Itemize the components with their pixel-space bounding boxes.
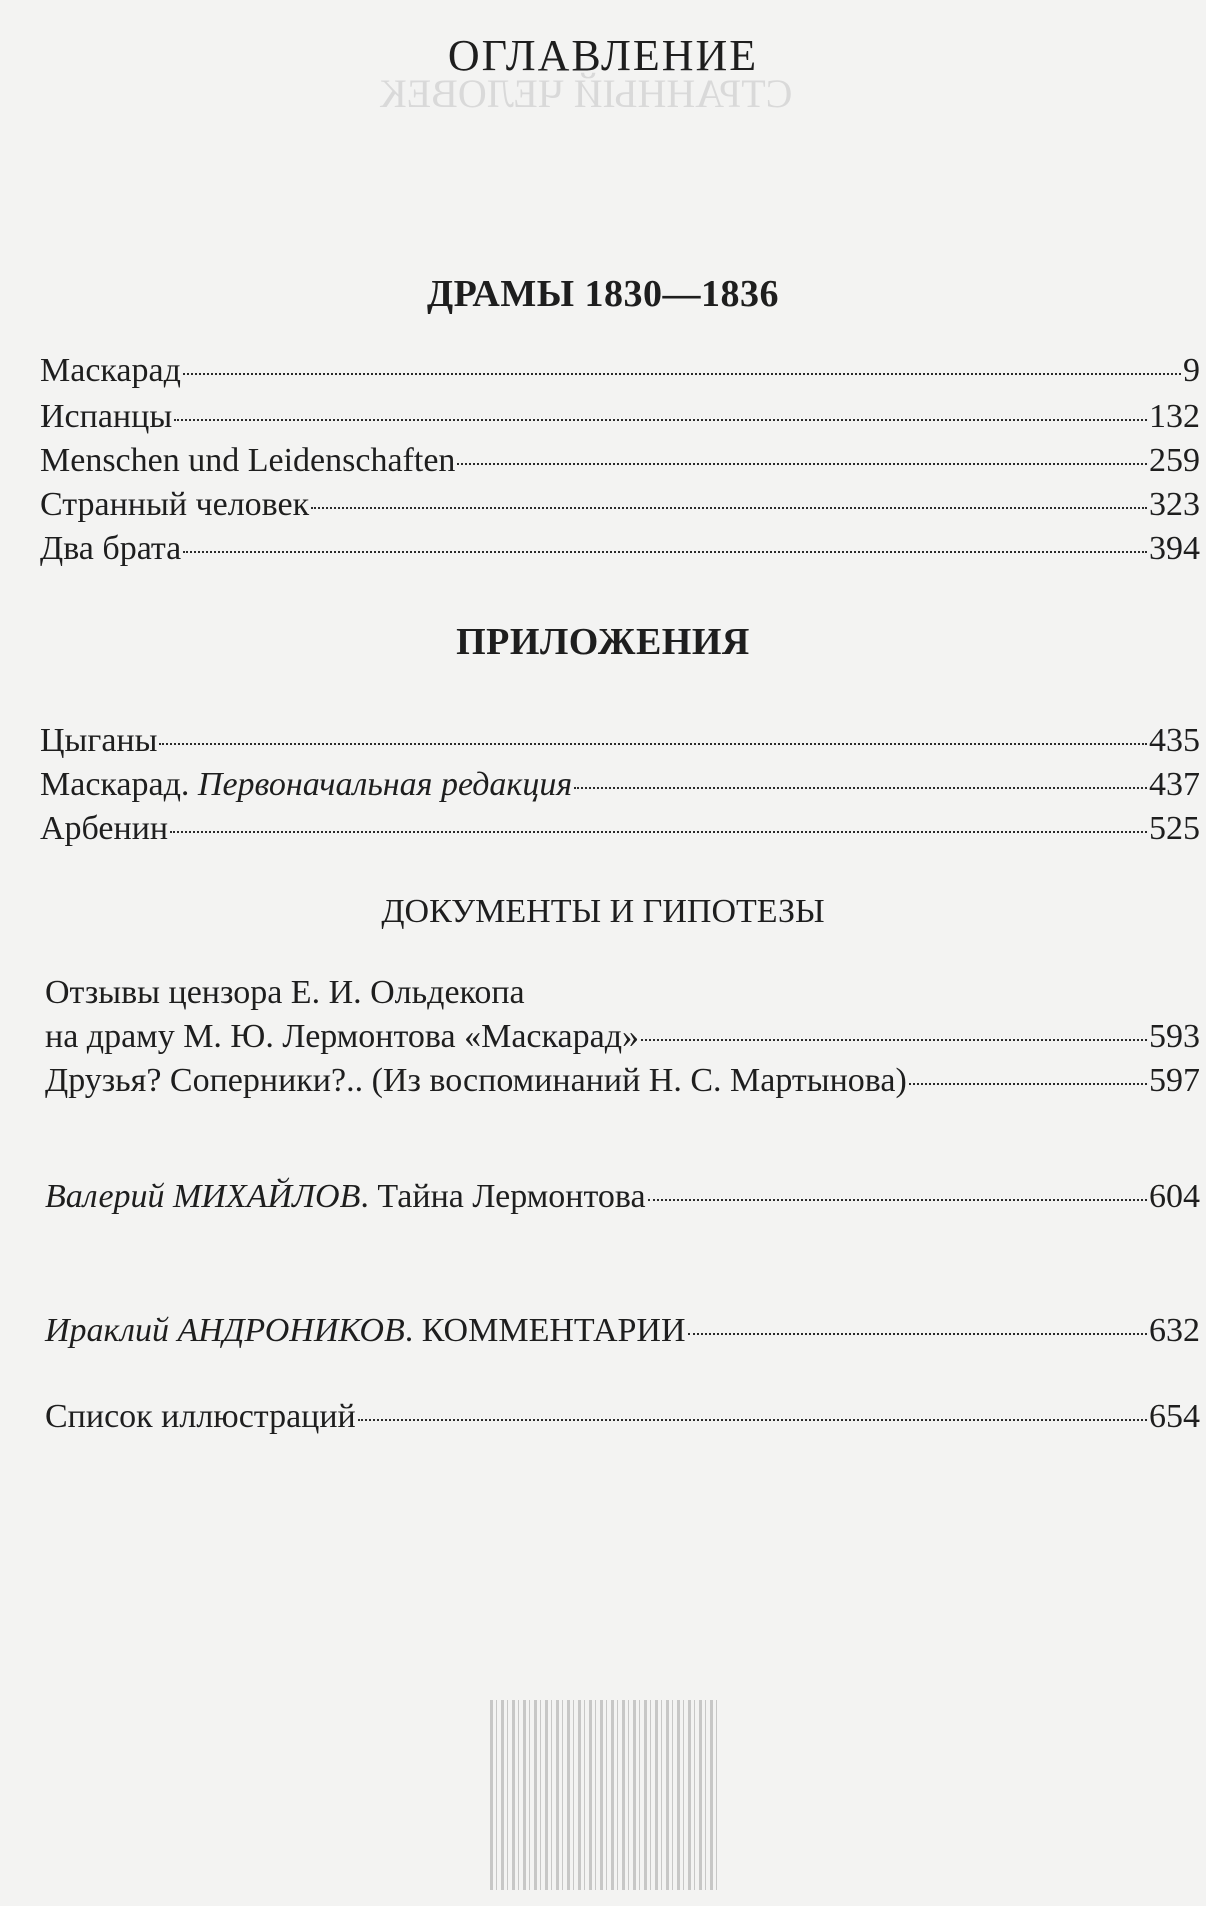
- leader-dots: [183, 551, 1147, 553]
- leader-dots: [311, 507, 1147, 509]
- toc-entry-title: Испанцы: [40, 398, 173, 435]
- bleed-through-barcode: [490, 1700, 720, 1890]
- bleed-through-text: СТРАННЫЙ ЧЕЛОВЕК: [380, 71, 793, 116]
- leader-dots: [174, 419, 1147, 421]
- section-heading-documents: ДОКУМЕНТЫ И ГИПОТЕЗЫ: [381, 893, 825, 930]
- toc-entry-title: Два брата: [40, 530, 182, 567]
- toc-entry[interactable]: [45, 1176, 1200, 1218]
- toc-entry[interactable]: [40, 396, 1200, 438]
- toc-entry[interactable]: [45, 1016, 1200, 1058]
- toc-entry-page: 604: [1149, 1178, 1200, 1215]
- toc-entry-author: Ираклий АНДРОНИКОВ: [45, 1312, 405, 1349]
- toc-entry-title: Маскарад: [40, 352, 181, 389]
- toc-entry-title: Цыганы: [40, 722, 158, 759]
- toc-entry[interactable]: [40, 484, 1200, 526]
- section-heading-dramas: ДРАМЫ 1830—1836: [426, 273, 780, 315]
- toc-entry-page: 597: [1149, 1062, 1200, 1099]
- toc-entry[interactable]: [40, 528, 1200, 570]
- section-heading-appendix: ПРИЛОЖЕНИЯ: [456, 621, 750, 663]
- toc-entry-title: Список иллюстраций: [45, 1398, 356, 1435]
- page-title: ОГЛАВЛЕНИЕ: [447, 31, 759, 80]
- toc-entry-title: Ираклий АНДРОНИКОВ. КОММЕНТАРИИ: [45, 1312, 686, 1349]
- leader-dots: [358, 1419, 1147, 1421]
- toc-entry-title: Странный человек: [40, 486, 310, 523]
- toc-entry[interactable]: [45, 1060, 1200, 1102]
- toc-entry[interactable]: [40, 808, 1200, 850]
- toc-entry-page: 435: [1149, 722, 1200, 759]
- leader-dots: [183, 373, 1181, 375]
- toc-entry[interactable]: [45, 1310, 1200, 1352]
- toc-entry-page: 9: [1183, 352, 1200, 389]
- toc-entry-title-line: Отзывы цензора Е. И. Ольдекопа: [45, 974, 525, 1011]
- toc-entry[interactable]: [40, 720, 1200, 762]
- toc-entry-page: 654: [1149, 1398, 1200, 1435]
- toc-entry[interactable]: [45, 1396, 1200, 1438]
- toc-entry-page: 593: [1149, 1018, 1200, 1055]
- toc-entry-title: Маскарад. Первоначальная редакция: [40, 766, 573, 803]
- leader-dots: [648, 1199, 1147, 1201]
- leader-dots: [159, 743, 1147, 745]
- toc-entry-page: 437: [1149, 766, 1200, 803]
- toc-entry-title: Валерий МИХАЙЛОВ. Тайна Лермонтова: [45, 1178, 646, 1215]
- toc-entry-author: Валерий МИХАЙЛОВ: [45, 1178, 361, 1215]
- leader-dots: [641, 1039, 1147, 1041]
- toc-entry-page: 394: [1149, 530, 1200, 567]
- leader-dots: [457, 463, 1147, 465]
- toc-entry-page: 323: [1149, 486, 1200, 523]
- leader-dots: [688, 1333, 1147, 1335]
- toc-entry[interactable]: [40, 350, 1200, 392]
- leader-dots: [909, 1083, 1147, 1085]
- toc-entry-subtitle: Первоначальная редакция: [197, 766, 573, 803]
- toc-entry-title: Арбенин: [40, 810, 169, 847]
- toc-entry-page: 132: [1149, 398, 1200, 435]
- leader-dots: [574, 787, 1147, 789]
- toc-entry-page: 525: [1149, 810, 1200, 847]
- toc-entry[interactable]: [40, 764, 1200, 806]
- leader-dots: [170, 831, 1147, 833]
- toc-entry-page: 632: [1149, 1312, 1200, 1349]
- toc-entry-title: Menschen und Leidenschaften: [40, 442, 456, 479]
- toc-entry-page: 259: [1149, 442, 1200, 479]
- toc-entry-title: Друзья? Соперники?.. (Из воспоминаний Н. С. Мартынова): [45, 1062, 907, 1099]
- toc-entry-title: на драму М. Ю. Лермонтова «Маскарад»: [45, 1018, 639, 1055]
- toc-entry[interactable]: [40, 440, 1200, 482]
